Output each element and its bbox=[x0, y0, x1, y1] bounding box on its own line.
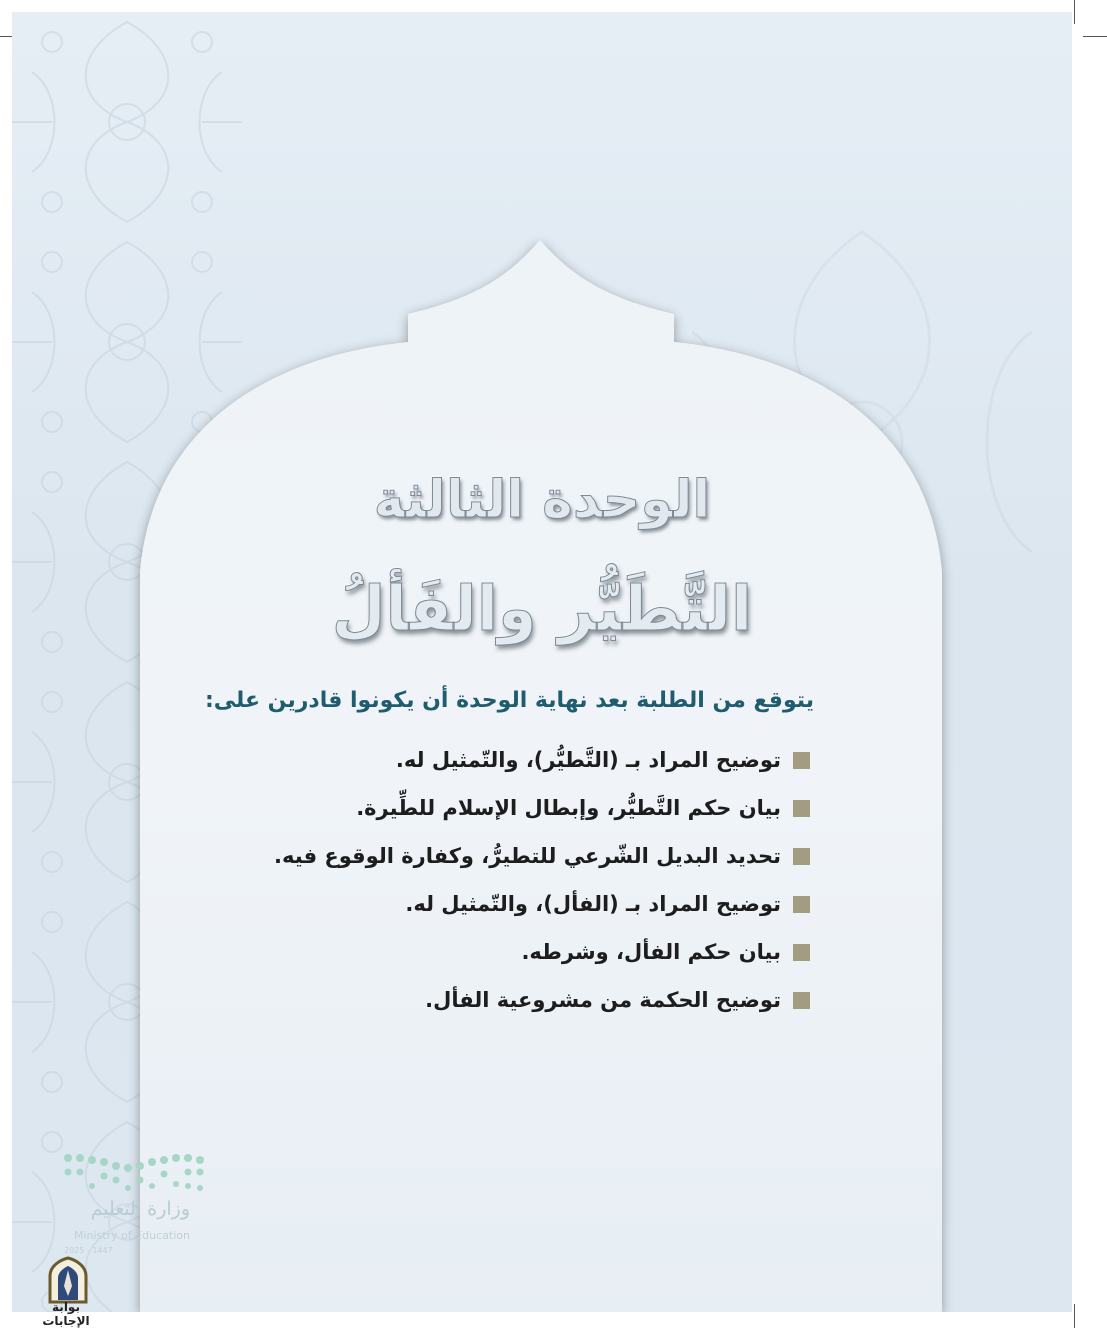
objective-item bbox=[274, 784, 810, 832]
objective-text: بيان حكم الفأل، وشرطه. bbox=[521, 940, 781, 964]
crop-mark-top-right bbox=[1083, 36, 1107, 37]
square-bullet-icon bbox=[793, 992, 810, 1009]
dome-arch-panel bbox=[12, 12, 1072, 1312]
objective-text: توضيح المراد بـ (التَّطيُّر)، والتّمثيل له. bbox=[395, 748, 781, 772]
objective-text: توضيح المراد بـ (الفأل)، والتّمثيل له. bbox=[405, 892, 781, 916]
unit-cover-page bbox=[12, 12, 1072, 1312]
unit-label: الوحدة الثالثة bbox=[373, 470, 711, 530]
unit-title: التَّطَيُّر والفَألُ bbox=[331, 572, 753, 645]
objectives-list bbox=[274, 736, 810, 1024]
objectives-intro: يتوقع من الطلبة بعد نهاية الوحدة أن يكونوا قادرين على: bbox=[204, 688, 814, 713]
ministry-name-arabic: وزارة التعليم bbox=[90, 1198, 190, 1220]
portal-watermark-label: بوابة الإجابات bbox=[42, 1300, 90, 1328]
square-bullet-icon bbox=[793, 800, 810, 817]
ministry-name-english: Ministry of Education bbox=[73, 1229, 190, 1242]
crop-mark-top-right-vertical bbox=[1074, 0, 1075, 24]
objective-text: تحديد البديل الشّرعي للتطيرُّ، وكفارة الوقوع فيه. bbox=[274, 844, 781, 868]
objective-item bbox=[274, 832, 810, 880]
objective-item bbox=[274, 976, 810, 1024]
crop-mark-bottom-right-vertical bbox=[1074, 1304, 1075, 1328]
square-bullet-icon bbox=[793, 944, 810, 961]
square-bullet-icon bbox=[793, 752, 810, 769]
objective-item bbox=[274, 928, 810, 976]
square-bullet-icon bbox=[793, 848, 810, 865]
square-bullet-icon bbox=[793, 896, 810, 913]
objective-item bbox=[274, 880, 810, 928]
objective-item bbox=[274, 736, 810, 784]
objective-text: بيان حكم التَّطيُّر، وإبطال الإسلام للطِّيرة. bbox=[356, 796, 781, 820]
objective-text: توضيح الحكمة من مشروعية الفأل. bbox=[425, 988, 781, 1012]
ministry-year: 2025 - 1447 bbox=[64, 1246, 113, 1255]
